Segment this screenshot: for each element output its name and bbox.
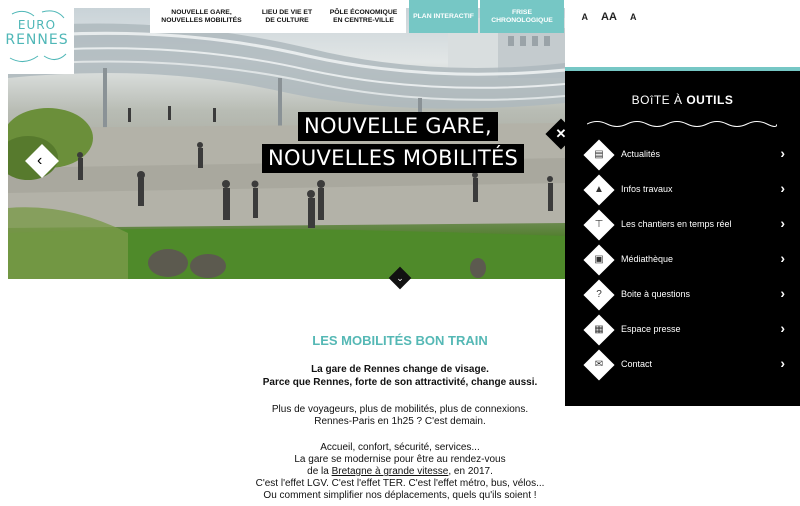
font-size-medium-button[interactable]: AA: [601, 10, 617, 23]
chevron-right-icon: ›: [780, 320, 785, 336]
nav-lieu-de-vie[interactable]: LIEU DE VIE ET DE CULTURE: [253, 0, 321, 33]
chevron-down-icon: ⌄: [396, 273, 404, 283]
font-size-large-button[interactable]: A: [629, 11, 637, 22]
toolbox-item-boite-a-questions[interactable]: ? Boite à questions ›: [585, 281, 785, 311]
nav-pole-economique[interactable]: PÔLE ÉCONOMIQUE EN CENTRE-VILLE: [321, 0, 406, 33]
euro-rennes-logo[interactable]: [0, 0, 74, 74]
paragraph-line: Ou comment simplifier nos déplacements, quels qu'ils soient !: [263, 490, 537, 501]
bretagne-grande-vitesse-link[interactable]: Bretagne à grande vitesse: [331, 466, 449, 477]
toolbox-item-label: Médiathèque: [621, 254, 674, 264]
chevron-right-icon: ›: [780, 250, 785, 266]
toolbox-item-label: Infos travaux: [621, 184, 673, 194]
main-navigation: [150, 0, 564, 33]
intro-line-1: La gare de Rennes change de visage.: [311, 364, 489, 375]
nav-frise-chronologique[interactable]: FRISE CHRONOLOGIQUE: [480, 0, 564, 33]
close-icon: ✕: [555, 126, 567, 141]
logo-line-1: EURO: [17, 18, 57, 32]
font-size-small-button[interactable]: A: [581, 11, 589, 22]
chevron-right-icon: ›: [780, 215, 785, 231]
toolbox-title: BOîTE À OUTILS: [631, 93, 734, 107]
paragraph-line: de la Bretagne à grande vitesse, en 2017.: [307, 466, 493, 477]
hero-title-line-2: NOUVELLES MOBILITÉS: [262, 144, 524, 173]
paragraph-line: La gare se modernise pour être au rendez-vous: [294, 454, 506, 465]
intro-line-2: Parce que Rennes, forte de son attractivité, change aussi.: [262, 377, 538, 388]
nav-nouvelle-gare[interactable]: NOUVELLE GARE, NOUVELLES MOBILITÉS: [150, 0, 253, 33]
toolbox-item-label: Espace presse: [621, 324, 681, 334]
toolbox-item-actualites[interactable]: ▤ Actualités ›: [585, 141, 785, 171]
toolbox-item-contact[interactable]: ✉ Contact ›: [585, 351, 785, 381]
toolbox-item-label: Les chantiers en temps réel: [621, 219, 732, 229]
paragraph-line: Accueil, confort, sécurité, services...: [320, 442, 480, 453]
chevron-right-icon: ›: [780, 180, 785, 196]
chevron-right-icon: ›: [780, 145, 785, 161]
wave-divider-icon: [587, 119, 777, 129]
section-heading: LES MOBILITÉS BON TRAIN: [312, 333, 488, 348]
nav-plan-interactif[interactable]: PLAN INTERACTIF: [409, 0, 478, 33]
toolbox-item-label: Contact: [621, 359, 653, 369]
toolbox-item-espace-presse[interactable]: ▦ Espace presse ›: [585, 316, 785, 346]
toolbox-item-mediatheque[interactable]: ▣ Médiathèque ›: [585, 246, 785, 276]
toolbox-panel: [555, 67, 800, 406]
paragraph-line: Plus de voyageurs, plus de mobilités, plus de connexions.: [271, 404, 529, 415]
hero-title-line-1: NOUVELLE GARE,: [298, 112, 498, 141]
chevron-right-icon: ›: [780, 355, 785, 371]
toolbox-item-chantiers[interactable]: ⊤ Les chantiers en temps réel ›: [585, 211, 785, 241]
logo-line-2: RENNES: [5, 32, 69, 48]
paragraph-line: C'est l'effet LGV. C'est l'effet TER. C'est l'effet métro, bus, vélos...: [255, 478, 545, 489]
chevron-left-icon: ‹: [37, 152, 43, 169]
font-size-controls: [569, 0, 649, 33]
chevron-right-icon: ›: [780, 285, 785, 301]
toolbox-item-infos-travaux[interactable]: ▲ Infos travaux ›: [585, 176, 785, 206]
toolbox-item-label: Boite à questions: [621, 289, 691, 299]
toolbox-item-label: Actualités: [621, 149, 661, 159]
paragraph-line: Rennes-Paris en 1h25 ? C'est demain.: [314, 416, 486, 427]
